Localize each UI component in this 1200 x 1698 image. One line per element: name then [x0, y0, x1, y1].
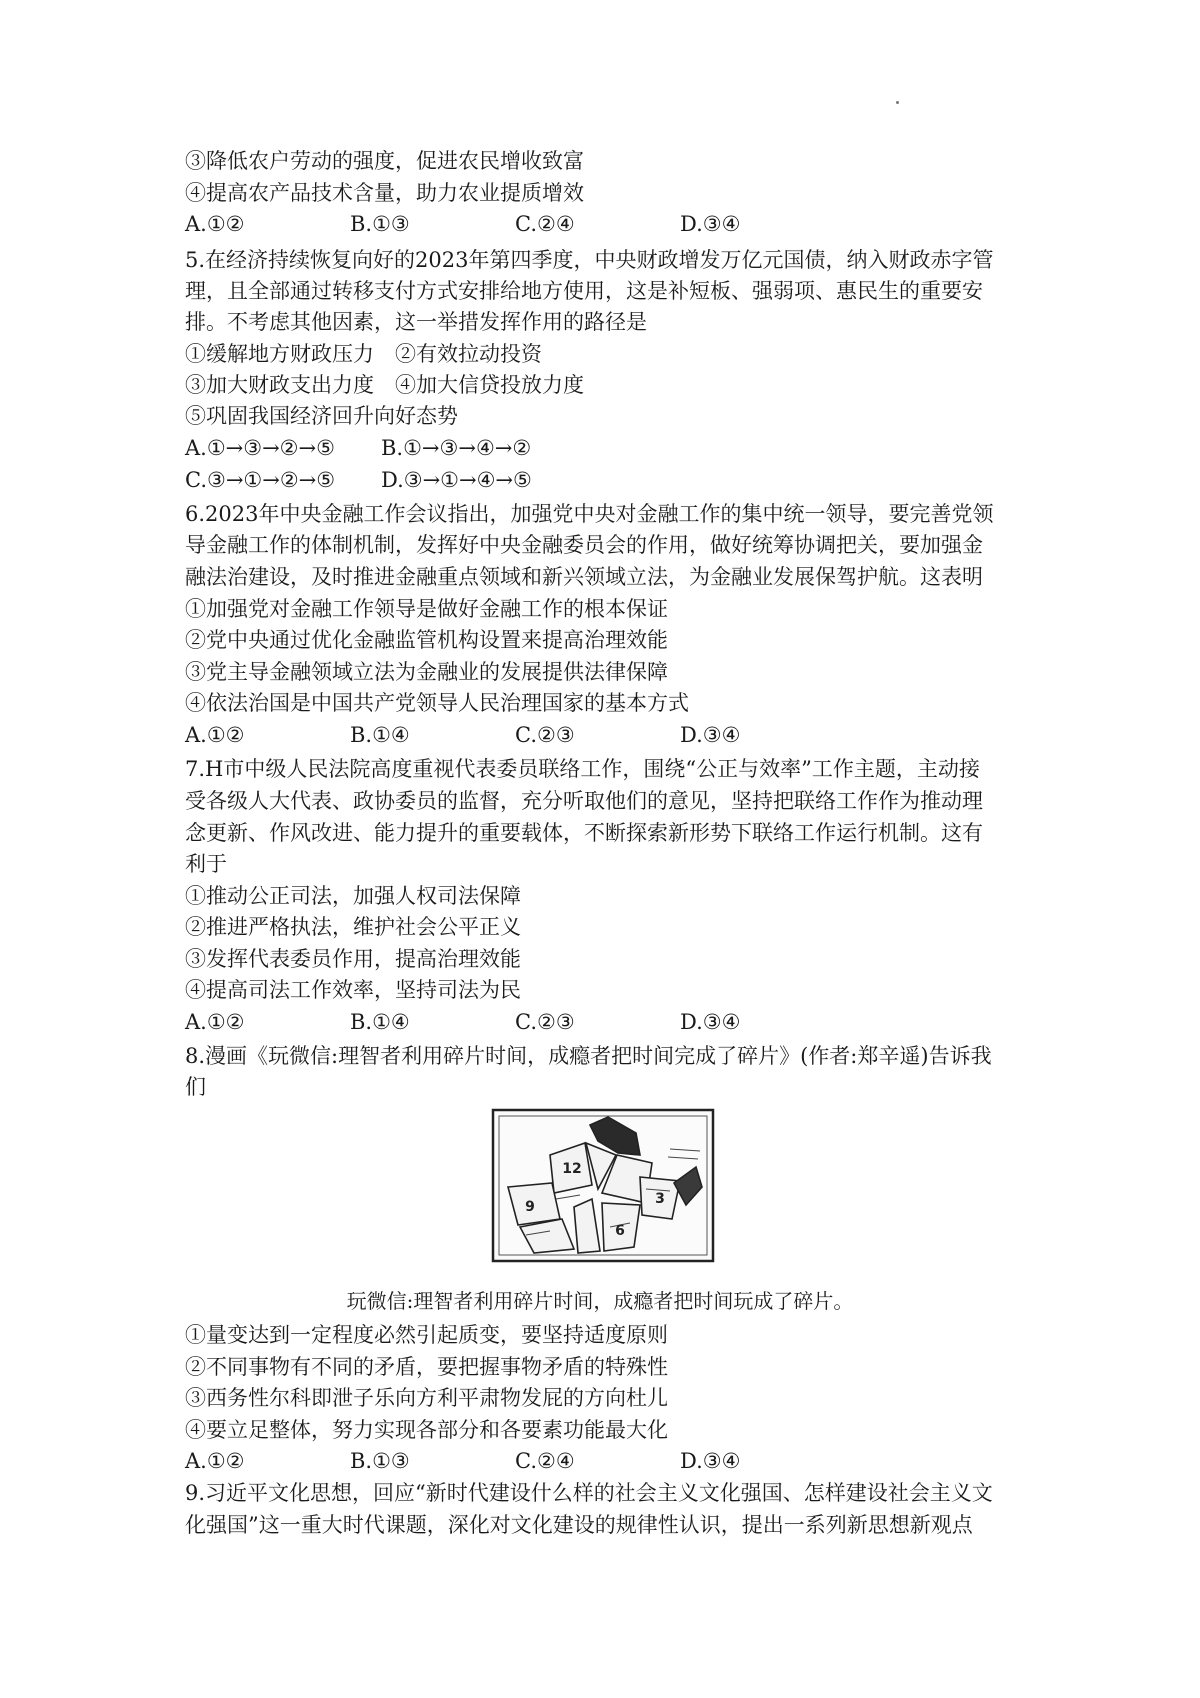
q6-statement-3: ③党主导金融领域立法为金融业的发展提供法律保障 — [185, 660, 668, 684]
q7-statement-3: ③发挥代表委员作用，提高治理效能 — [185, 947, 521, 971]
option-d: D.③④ — [680, 212, 741, 236]
q6-stem-line-2: 导金融工作的体制机制，发挥好中央金融委员会的作用，做好统筹协调把关，要加强金 — [185, 533, 983, 557]
q4-statement-3: ③降低农户劳动的强度，促进农民增收致富 — [185, 149, 584, 173]
q5-options-row-2 — [185, 465, 1045, 496]
q4-statement-4: ④提高农产品技术含量，助力农业提质增效 — [185, 181, 584, 205]
q8-options — [185, 1446, 1045, 1477]
q7-statement-2: ②推进严格执法，维护社会公平正义 — [185, 915, 521, 939]
q8-stem-line-1: 8.漫画《玩微信:理智者利用碎片时间，成瘾者把时间完成了碎片》(作者:郑辛遥)告诉我 — [185, 1044, 992, 1068]
cartoon-image — [490, 1107, 716, 1264]
q5-options-row-1 — [185, 433, 1045, 464]
option-b: B.①④ — [350, 723, 410, 747]
option-a: A.①② — [185, 212, 245, 236]
q8-stem-line-2: 们 — [185, 1075, 206, 1099]
option-c: C.③→①→②→⑤ — [185, 468, 336, 492]
q8-statement-4: ④要立足整体，努力实现各部分和各要素功能最大化 — [185, 1418, 668, 1442]
option-c: C.②③ — [515, 723, 575, 747]
option-b: B.①④ — [350, 1010, 410, 1034]
q8-statement-2: ②不同事物有不同的矛盾，要把握事物矛盾的特殊性 — [185, 1355, 668, 1379]
q8-statement-3: ③西务性尔科即泄子乐向方利平肃物发屁的方向杜儿 — [185, 1386, 668, 1410]
q9-stem-line-1: 9.习近平文化思想，回应“新时代建设什么样的社会主义文化强国、怎样建设社会主义文 — [185, 1481, 993, 1505]
q5-statement-5: ⑤巩固我国经济回升向好态势 — [185, 404, 458, 428]
q7-stem-line-1: 7.H市中级人民法院高度重视代表委员联络工作，围绕“公正与效率”工作主题，主动接 — [185, 757, 980, 781]
cartoon-caption: 玩微信:理智者利用碎片时间，成瘾者把时间玩成了碎片。 — [346, 1289, 854, 1313]
q5-statements-1-2: ①缓解地方财政压力 ②有效拉动投资 — [185, 342, 542, 366]
q6-statement-1: ①加强党对金融工作领导是做好金融工作的根本保证 — [185, 597, 668, 621]
q6-statement-2: ②党中央通过优化金融监管机构设置来提高治理效能 — [185, 628, 668, 652]
q8-statement-1: ①量变达到一定程度必然引起质变，要坚持适度原则 — [185, 1323, 668, 1347]
option-c: C.②③ — [515, 1010, 575, 1034]
option-d: D.③④ — [680, 1010, 741, 1034]
option-d: D.③④ — [680, 723, 741, 747]
option-a: A.①② — [185, 1449, 245, 1473]
q7-stem-line-3: 念更新、作风改进、能力提升的重要载体，不断探索新形势下联络工作运行机制。这有 — [185, 821, 983, 845]
option-a: A.①② — [185, 723, 245, 747]
q4-options — [185, 209, 1045, 240]
option-c: C.②④ — [515, 1449, 575, 1473]
scan-speck — [896, 101, 899, 104]
option-d: D.③④ — [680, 1449, 741, 1473]
q7-stem-line-4: 利于 — [185, 852, 227, 876]
option-b: B.①→③→④→② — [381, 436, 532, 460]
q6-options — [185, 720, 1045, 751]
option-d: D.③→①→④→⑤ — [381, 468, 532, 492]
clock-number-3: 3 — [655, 1191, 665, 1207]
q5-stem-line-1: 5.在经济持续恢复向好的2023年第四季度，中央财政增发万亿元国债，纳入财政赤字管 — [185, 248, 994, 272]
q5-stem-line-3: 排。不考虑其他因素，这一举措发挥作用的路径是 — [185, 310, 647, 334]
q5-stem-line-2: 理，且全部通过转移支付方式安排给地方使用，这是补短板、强弱项、惠民生的重要安 — [185, 279, 983, 303]
clock-number-12: 12 — [562, 1161, 582, 1177]
q7-options — [185, 1007, 1045, 1038]
q6-stem-line-3: 融法治建设，及时推进金融重点领域和新兴领域立法，为金融业发展保驾护航。这表明 — [185, 565, 983, 589]
q5-statements-3-4: ③加大财政支出力度 ④加大信贷投放力度 — [185, 373, 584, 397]
option-c: C.②④ — [515, 212, 575, 236]
q7-statement-1: ①推动公正司法，加强人权司法保障 — [185, 884, 521, 908]
clock-number-6: 6 — [615, 1223, 625, 1239]
clock-number-9: 9 — [525, 1199, 535, 1215]
q7-stem-line-2: 受各级人大代表、政协委员的监督，充分听取他们的意见，坚持把联络工作作为推动理 — [185, 789, 983, 813]
q6-stem-line-1: 6.2023年中央金融工作会议指出，加强党中央对金融工作的集中统一领导，要完善党领 — [185, 502, 994, 526]
q9-stem-line-2: 化强国”这一重大时代课题，深化对文化建设的规律性认识，提出一系列新思想新观点 — [185, 1513, 973, 1537]
option-b: B.①③ — [350, 1449, 410, 1473]
option-a: A.①→③→②→⑤ — [185, 436, 335, 460]
option-a: A.①② — [185, 1010, 245, 1034]
q6-statement-4: ④依法治国是中国共产党领导人民治理国家的基本方式 — [185, 691, 689, 715]
q7-statement-4: ④提高司法工作效率，坚持司法为民 — [185, 978, 521, 1002]
option-b: B.①③ — [350, 212, 410, 236]
